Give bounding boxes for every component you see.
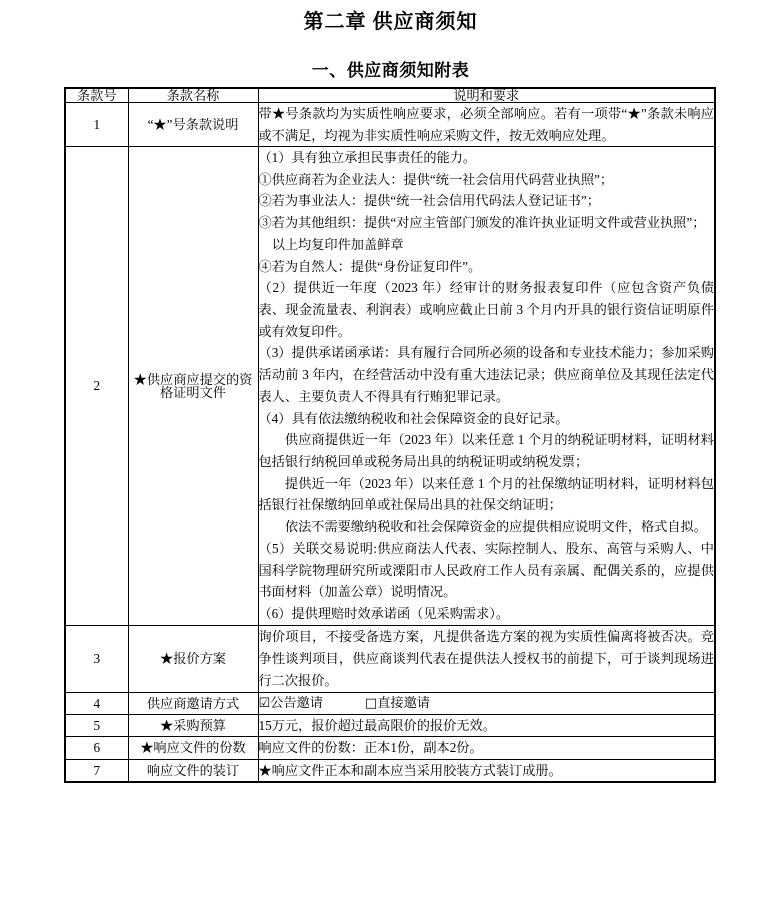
checkbox-unchecked-icon[interactable]: □ bbox=[364, 696, 378, 712]
header-clause-name: 条款名称 bbox=[128, 88, 258, 103]
row-number: 2 bbox=[65, 146, 128, 625]
desc-line: ②若为事业法人：提供“统一社会信用代码法人登记证书”； bbox=[258, 193, 600, 209]
desc-line: 以上均复印件加盖鲜章 bbox=[271, 236, 404, 252]
row-description bbox=[258, 625, 715, 693]
table-header-row bbox=[65, 88, 715, 103]
row-clause-name: ★响应文件的份数 bbox=[128, 737, 258, 760]
supplier-instructions-table bbox=[64, 87, 716, 783]
desc-line: 响应文件的份数：正本1份，副本2份。 bbox=[258, 740, 483, 756]
row-clause-name: “★”号条款说明 bbox=[128, 103, 258, 147]
header-description: 说明和要求 bbox=[258, 88, 715, 103]
row-clause-name: 响应文件的装订 bbox=[128, 759, 258, 782]
row-description bbox=[258, 737, 715, 760]
row-clause-name: ★报价方案 bbox=[128, 625, 258, 693]
desc-line: （3）提供承诺函承诺：具有履行合同所必须的设备和专业技术能力；参加采购活动前 3 年内，在经营活动中没有重大违法记录；供应商单位及其现任法定代表人、主要负责人不得具有行贿犯罪记录。 bbox=[258, 345, 714, 404]
row-number: 6 bbox=[65, 737, 128, 760]
row-clause-name: ★供应商应提交的资格证明文件 bbox=[128, 146, 258, 625]
page-title: 第二章 供应商须知 bbox=[303, 11, 478, 33]
row-description bbox=[258, 146, 715, 625]
row-clause-name: ★采购预算 bbox=[128, 714, 258, 737]
table-row bbox=[65, 693, 715, 715]
row-description bbox=[258, 759, 715, 782]
row-clause-name: 供应商邀请方式 bbox=[128, 693, 258, 715]
desc-line: 带★号条款均为实质性响应要求，必须全部响应。若有一项带“★”条款未响应或不满足，均视为非实质性响应采购文件，按无效响应处理。 bbox=[258, 106, 714, 143]
desc-line: （2）提供近一年度（2023 年）经审计的财务报表复印件（应包含资产负债表、现金流量表、利润表）或响应截止日前 3 个月内开具的银行资信证明原件或有效复印件。 bbox=[258, 280, 714, 339]
desc-line: （5）关联交易说明:供应商法人代表、实际控制人、股东、高管与采购人、中国科学院物理研究所或溧阳市人民政府工作人员有亲属、配偶关系的，应提供书面材料（加盖公章）说明情况。 bbox=[258, 540, 714, 600]
desc-line: ④若为自然人：提供“身份证复印件”。 bbox=[258, 258, 482, 274]
desc-line: 供应商提供近一年（2023 年）以来任意 1 个月的纳税证明材料，证明材料包括银行纳税回单或税务局出具的纳税证明或纳税发票； bbox=[258, 432, 714, 470]
table-row bbox=[65, 103, 715, 147]
row-number: 1 bbox=[65, 103, 128, 147]
desc-line: 提供近一年（2023 年）以来任意 1 个月的社保缴纳证明材料，证明材料包括银行社保缴纳回单或社保局出具的社保交纳证明； bbox=[258, 475, 714, 513]
row-number: 7 bbox=[65, 759, 128, 782]
desc-line: 15万元，报价超过最高限价的报价无效。 bbox=[258, 717, 496, 733]
desc-line: ③若为其他组织：提供“对应主管部门颁发的准许执业证明文件或营业执照”； bbox=[258, 215, 706, 231]
section-title: 一、供应商须知附表 bbox=[311, 61, 470, 80]
checkbox-label-public: 公告邀请 bbox=[270, 695, 323, 711]
row-description bbox=[258, 693, 715, 715]
desc-line: （6）提供理赔时效承诺函（见采购需求）。 bbox=[258, 606, 510, 622]
desc-line: （1）具有独立承担民事责任的能力。 bbox=[258, 149, 477, 165]
row-number: 4 bbox=[65, 693, 128, 715]
row-number: 3 bbox=[65, 625, 128, 693]
desc-line: ①供应商若为企业法人：提供“统一社会信用代码营业执照”； bbox=[258, 171, 614, 187]
table-row bbox=[65, 146, 715, 625]
checkbox-checked-icon[interactable]: ☑ bbox=[258, 696, 271, 712]
checkbox-label-direct: 直接邀请 bbox=[377, 695, 430, 711]
table-row bbox=[65, 714, 715, 737]
spec-table-container bbox=[64, 87, 716, 783]
header-clause-no: 条款号 bbox=[65, 88, 128, 103]
invitation-method-options bbox=[259, 693, 715, 714]
desc-line: 依法不需要缴纳税收和社会保障资金的应提供相应说明文件，格式自拟。 bbox=[284, 519, 707, 535]
table-row bbox=[65, 737, 715, 760]
desc-line: 询价项目，不接受备选方案，凡提供备选方案的视为实质性偏离将被否决。竞争性谈判项目，供应商谈判代表在提供法人授权书的前提下，可于谈判现场进行二次报价。 bbox=[258, 628, 714, 689]
table-row bbox=[65, 625, 715, 693]
desc-line: ★响应文件正本和副本应当采用胶装方式装订成册。 bbox=[258, 762, 562, 778]
desc-line: （4）具有依法缴纳税收和社会保障资金的良好记录。 bbox=[258, 410, 569, 426]
table-row bbox=[65, 759, 715, 782]
row-description bbox=[258, 103, 715, 147]
row-number: 5 bbox=[65, 714, 128, 737]
row-description bbox=[258, 714, 715, 737]
